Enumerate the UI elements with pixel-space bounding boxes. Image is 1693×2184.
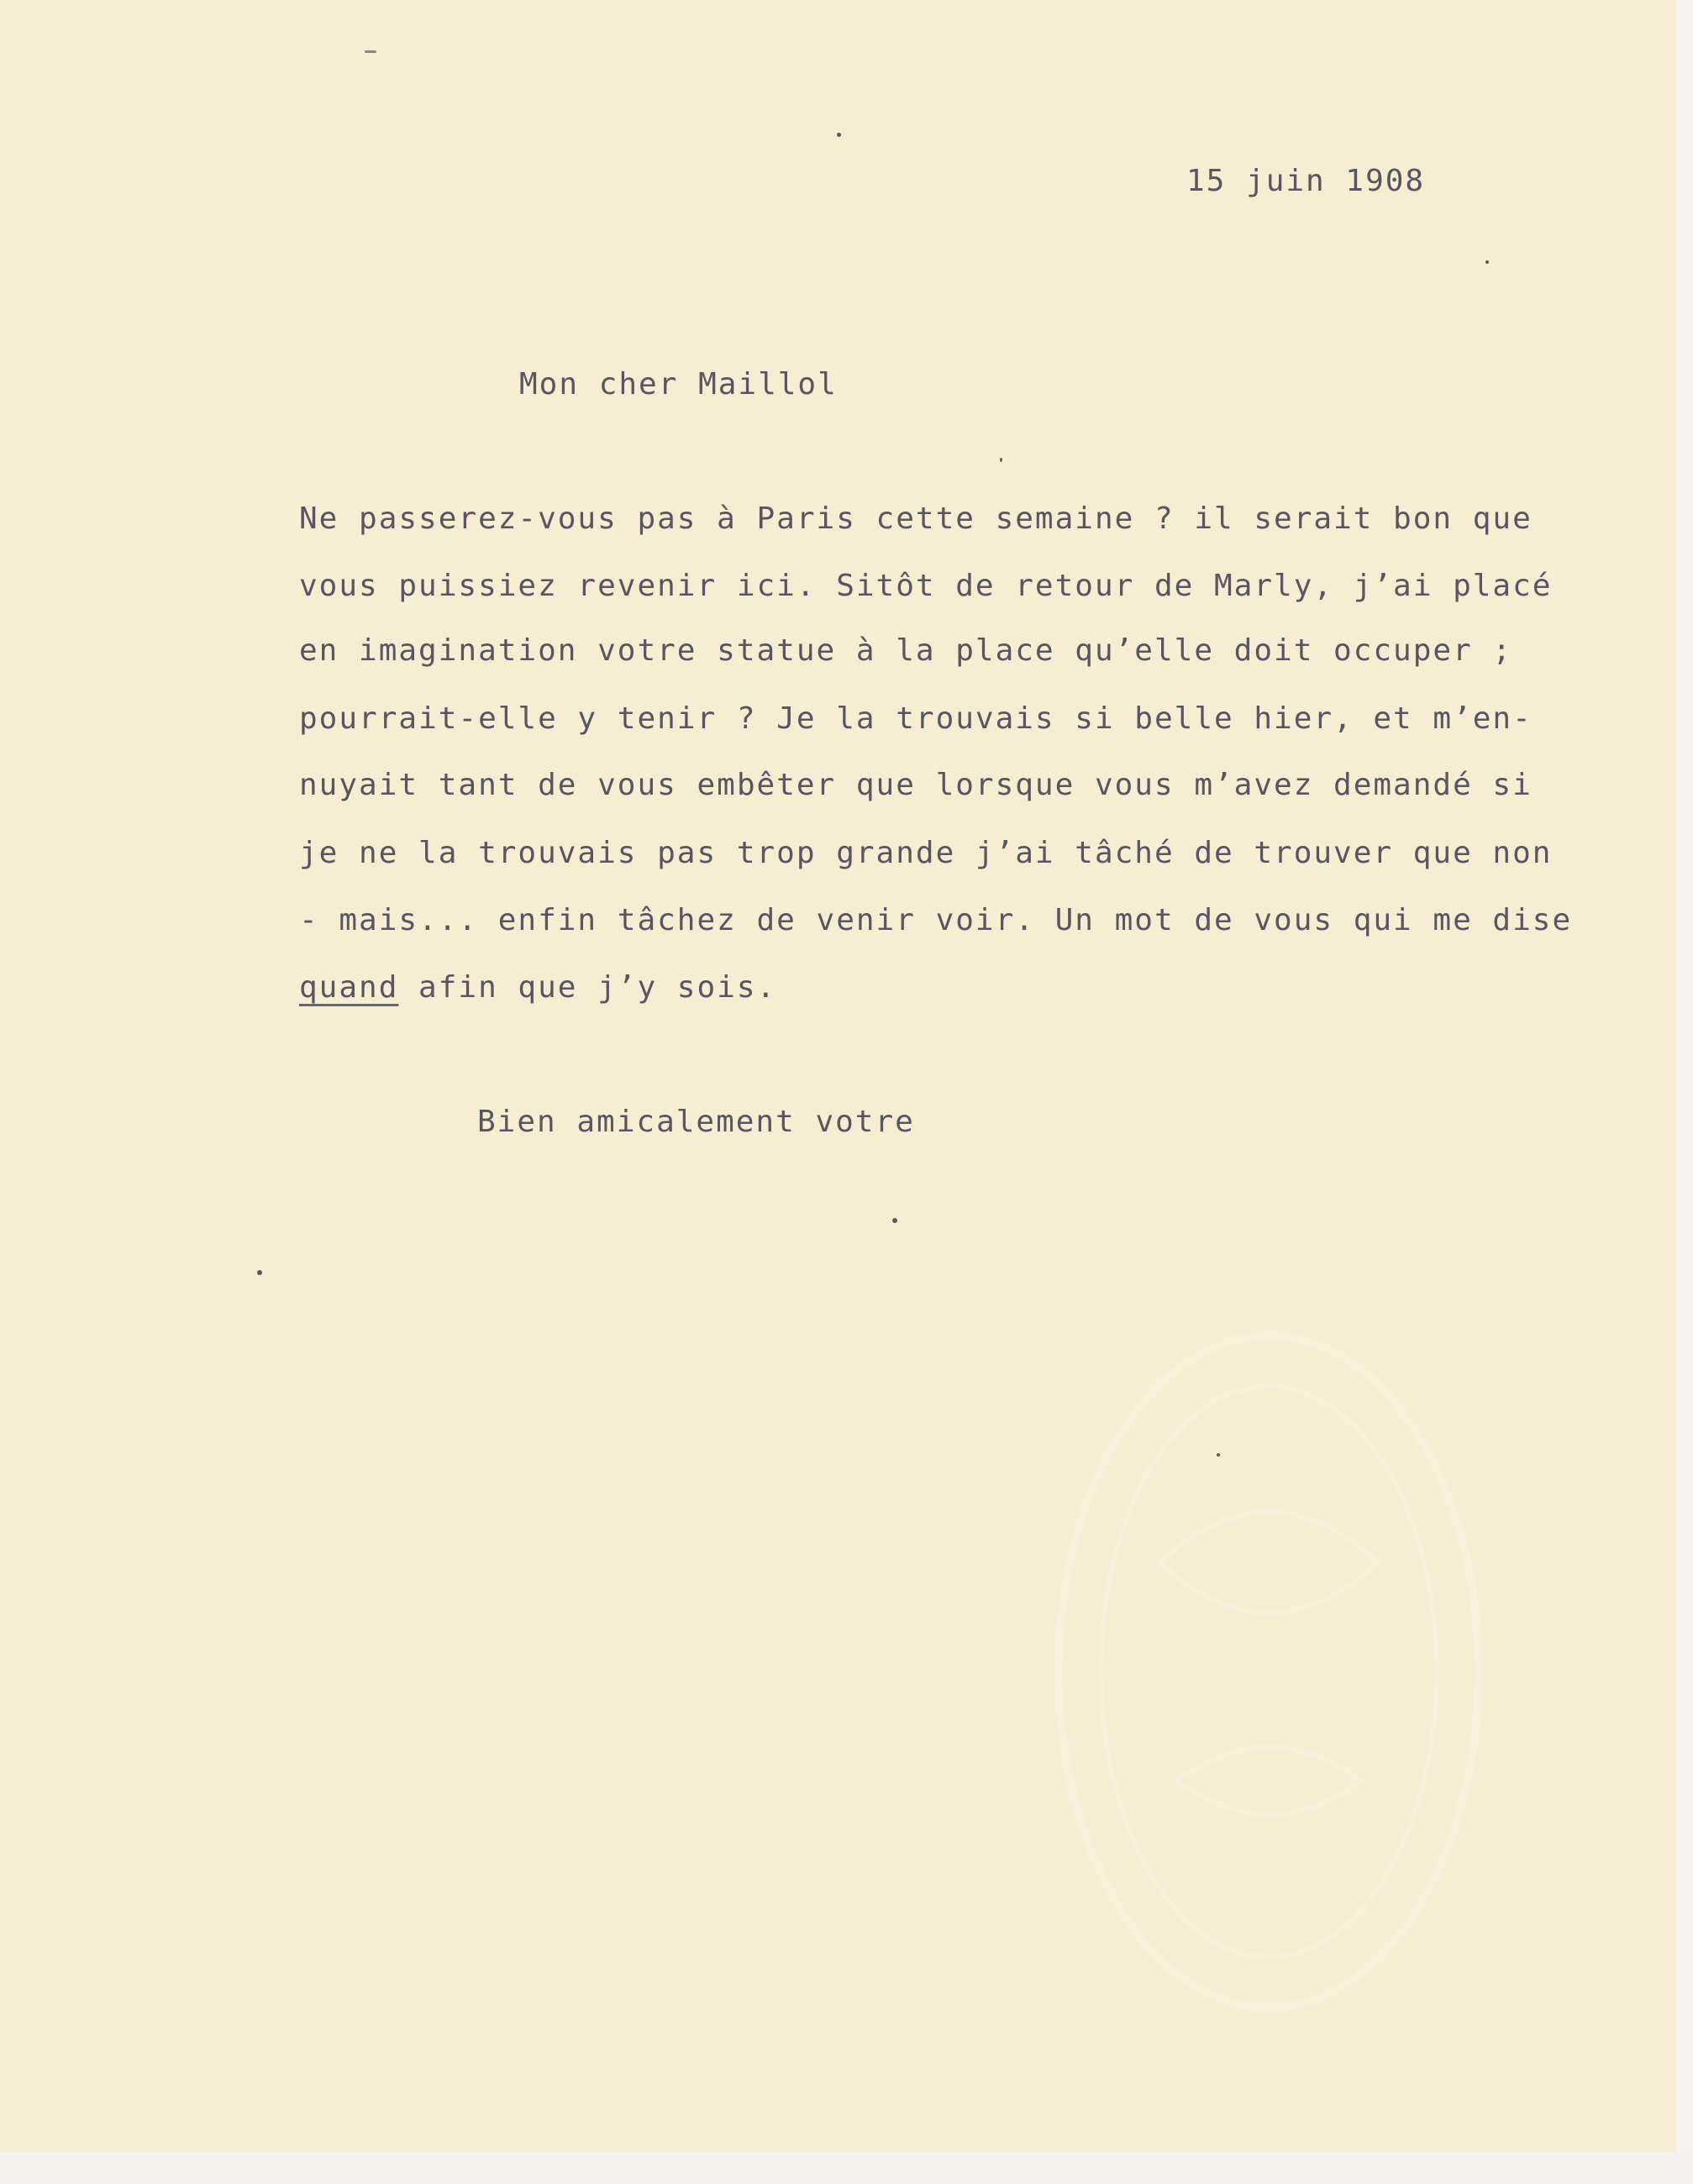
letter-date: 15 juin 1908	[1186, 164, 1426, 198]
letter-body-line-3: en imagination votre statue à la place qu’elle doit occuper ;	[299, 633, 1513, 668]
paper-speck	[1485, 260, 1489, 264]
letter-body-line-8-rest: afin que j’y sois.	[398, 970, 777, 1005]
letter-body-line-6: je ne la trouvais pas trop grande j’ai tâché de trouver que non	[299, 836, 1553, 870]
paper-speck	[257, 1270, 262, 1275]
letter-body-line-4: pourrait-elle y tenir ? Je la trouvais si belle hier, et m’en-	[299, 701, 1533, 736]
letter-salutation: Mon cher Maillol	[519, 367, 838, 402]
letter-body-line-1: Ne passerez-vous pas à Paris cette semaine ? il serait bon que	[299, 501, 1533, 536]
paper-speck	[892, 1218, 897, 1223]
letter-body-line-2: vous puissiez revenir ici. Sitôt de retour de Marly, j’ai placé	[299, 569, 1553, 603]
scan-margin-right	[1676, 0, 1693, 2184]
underlined-word: quand	[299, 970, 399, 1005]
paper-speck	[1217, 1453, 1220, 1457]
paper-speck	[1000, 458, 1002, 462]
letter-body-line-8	[299, 970, 777, 1005]
embossed-watermark	[1033, 1310, 1504, 2033]
letter-body-line-7: - mais... enfin tâchez de venir voir. Un mot de vous qui me dise	[299, 903, 1573, 937]
letter-body-line-5: nuyait tant de vous embêter que lorsque vous m’avez demandé si	[299, 768, 1533, 802]
letter-closing: Bien amicalement votre	[477, 1105, 915, 1139]
scan-margin-bottom	[0, 2152, 1693, 2184]
paper-speck	[837, 133, 841, 137]
paper-speck	[365, 50, 376, 53]
